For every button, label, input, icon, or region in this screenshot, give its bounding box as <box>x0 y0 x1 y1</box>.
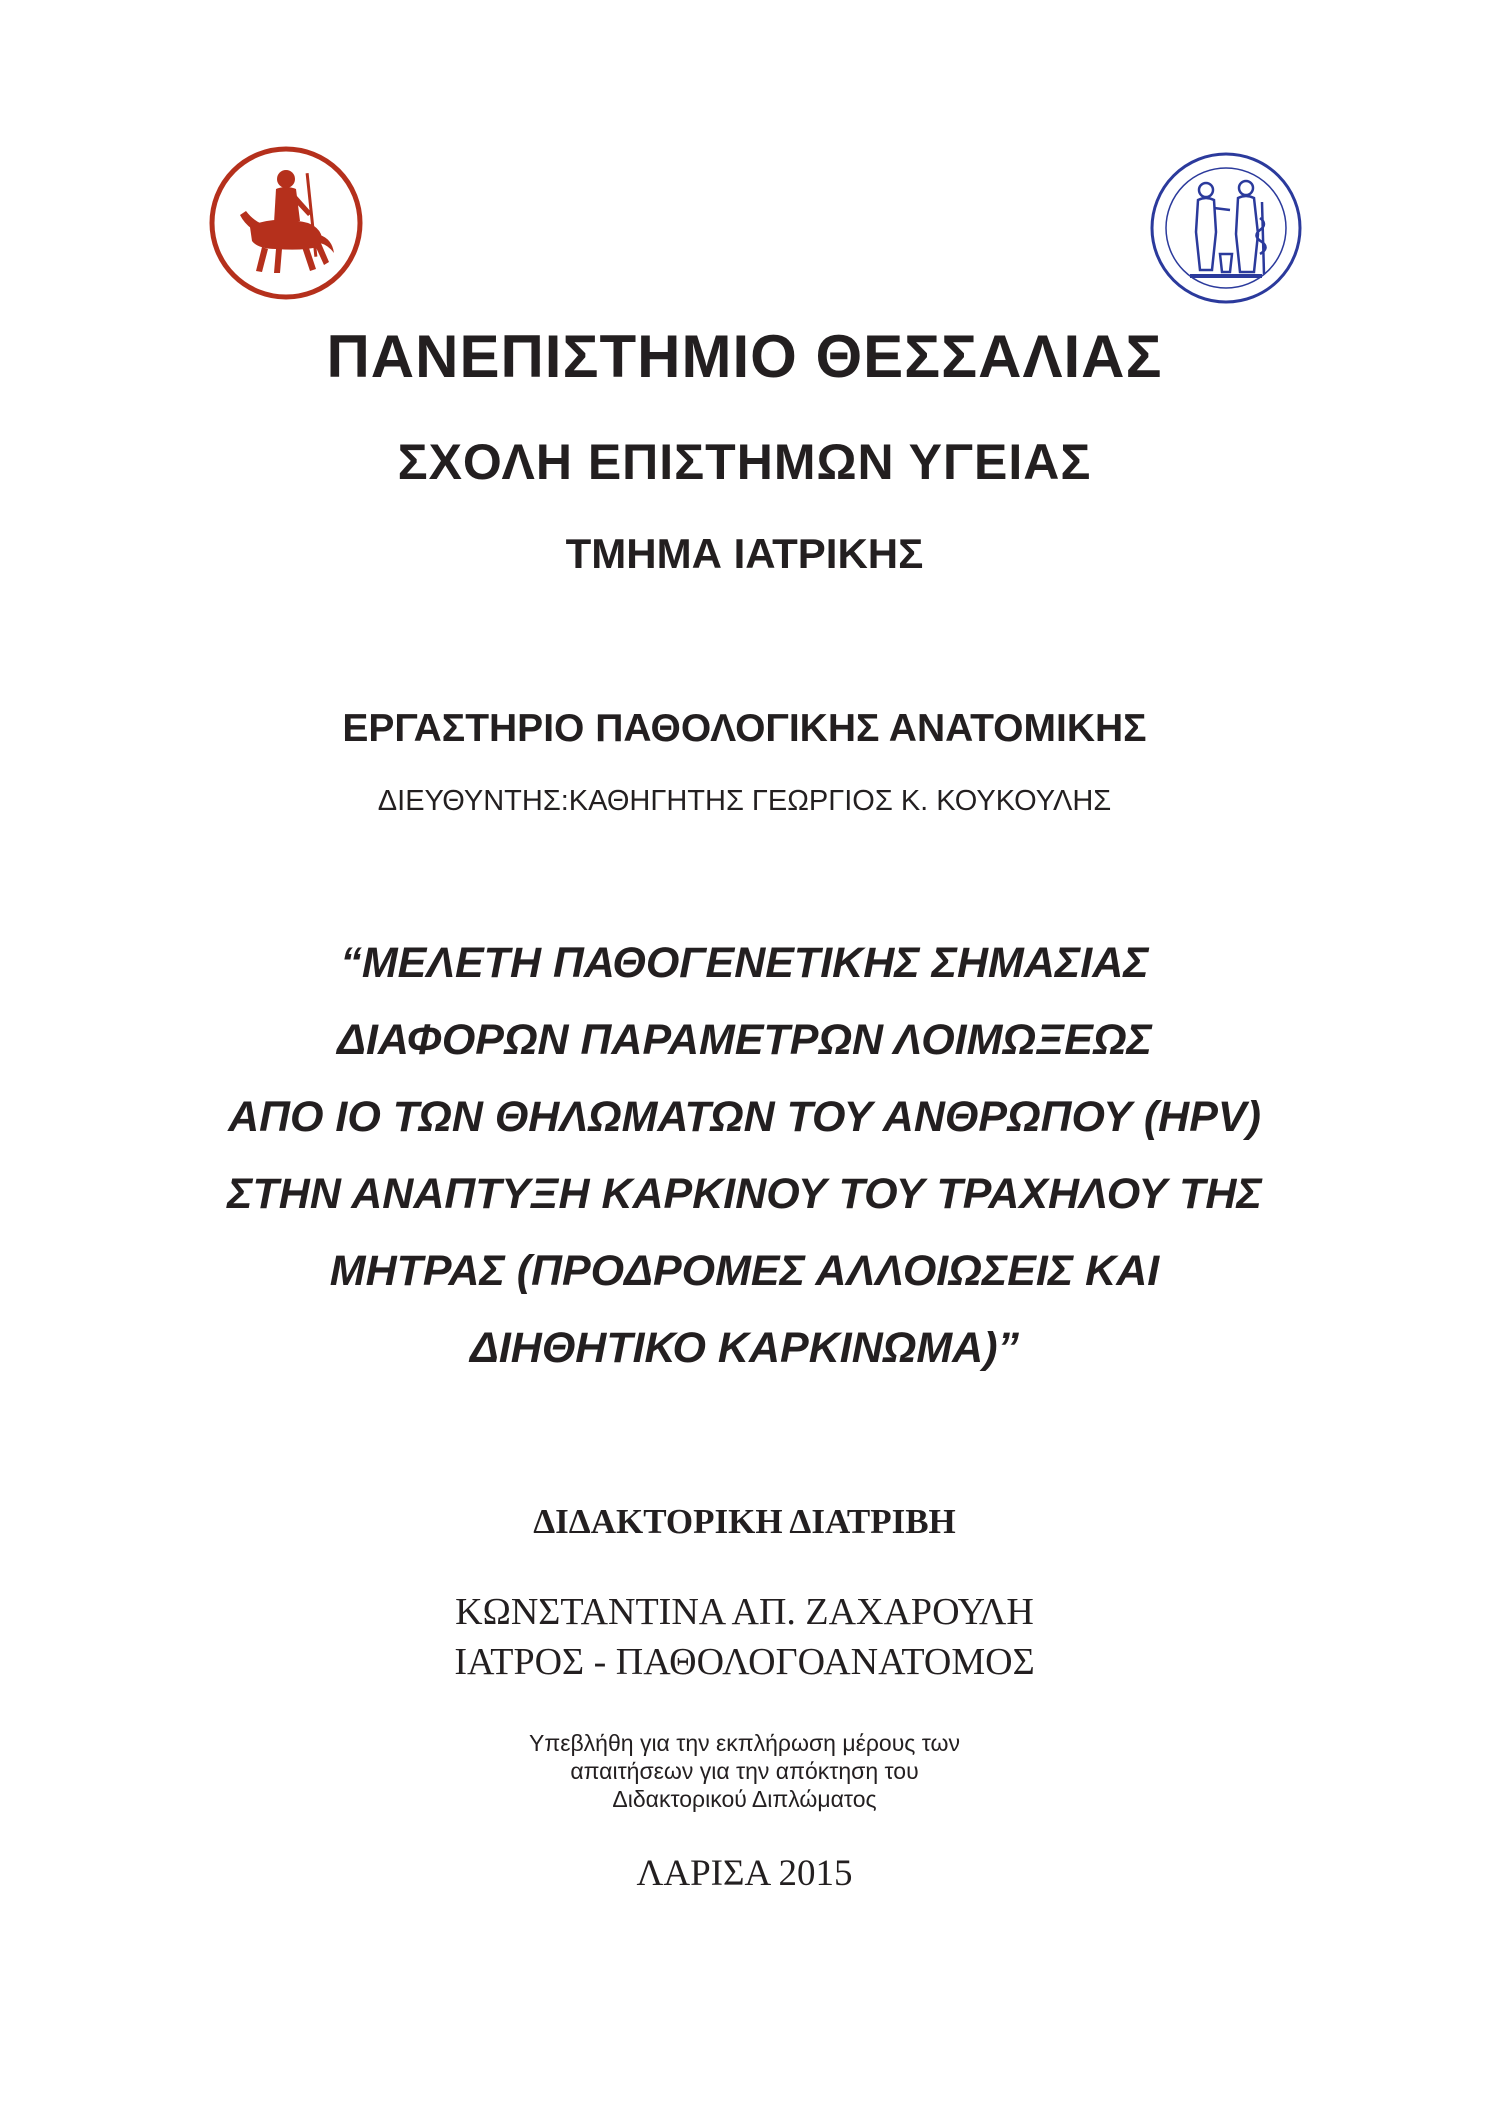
centaur-emblem-icon <box>206 143 366 303</box>
department-name: ΤΜΗΜΑ ΙΑΤΡΙΚΗΣ <box>565 530 924 577</box>
title-line: “ΜΕΛΕΤΗ ΠΑΘΟΓΕΝΕΤΙΚΗΣ ΣΗΜΑΣΙΑΣ <box>340 939 1149 987</box>
laboratory-director: ΔΙΕΥΘΥΝΤΗΣ:ΚΑΘΗΓΗΤΗΣ ΓΕΩΡΓΙΟΣ Κ. ΚΟΥΚΟΥΛΗΣ <box>377 785 1112 817</box>
title-line: ΣΤΗΝ ΑΝΑΠΤΥΞΗ ΚΑΡΚΙΝΟΥ ΤΟΥ ΤΡΑΧΗΛΟΥ ΤΗΣ <box>227 1170 1262 1218</box>
title-line: ΔΙΗΘΗΤΙΚΟ ΚΑΡΚΙΝΩΜΑ)” <box>469 1324 1020 1372</box>
title-line: ΜΗΤΡΑΣ (ΠΡΟΔΡΟΜΕΣ ΑΛΛΟΙΩΣΕΙΣ ΚΑΙ <box>329 1247 1160 1295</box>
school-name: ΣΧΟΛΗ ΕΠΙΣΤΗΜΩΝ ΥΓΕΙΑΣ <box>397 434 1092 490</box>
title-line: ΑΠΟ ΙΟ ΤΩΝ ΘΗΛΩΜΑΤΩΝ ΤΟΥ ΑΝΘΡΩΠΟΥ (HPV) <box>228 1093 1261 1141</box>
title-line: ΔΙΑΦΟΡΩΝ ΠΑΡΑΜΕΤΡΩΝ ΛΟΙΜΩΞΕΩΣ <box>337 1016 1152 1064</box>
asclepius-seal-icon <box>1146 148 1306 308</box>
medical-school-seal <box>1146 148 1306 308</box>
city-year: ΛΑΡΙΣΑ 2015 <box>636 1853 853 1894</box>
author-role: ΙΑΤΡΟΣ - ΠΑΘΟΛΟΓΟΑΝΑΤΟΜΟΣ <box>454 1641 1035 1683</box>
thesis-type: ΔΙΔΑΚΤΟΡΙΚΗ ΔΙΑΤΡΙΒΗ <box>533 1502 956 1541</box>
author-name: ΚΩΝΣΤΑΝΤΙΝΑ ΑΠ. ΖΑΧΑΡΟΥΛΗ <box>455 1591 1034 1633</box>
submission-note-line: απαιτήσεων για την απόκτηση του <box>570 1758 919 1784</box>
submission-note-line: Διδακτορικού Διπλώματος <box>612 1786 877 1812</box>
university-logo <box>206 143 366 303</box>
university-name: ΠΑΝΕΠΙΣΤΗΜΙΟ ΘΕΣΣΑΛΙΑΣ <box>326 323 1163 390</box>
laboratory-name: ΕΡΓΑΣΤΗΡΙΟ ΠΑΘΟΛΟΓΙΚΗΣ ΑΝΑΤΟΜΙΚΗΣ <box>342 707 1147 750</box>
thesis-title <box>0 925 1489 1387</box>
submission-note-line: Υπεβλήθη για την εκπλήρωση μέρους των <box>528 1730 960 1756</box>
